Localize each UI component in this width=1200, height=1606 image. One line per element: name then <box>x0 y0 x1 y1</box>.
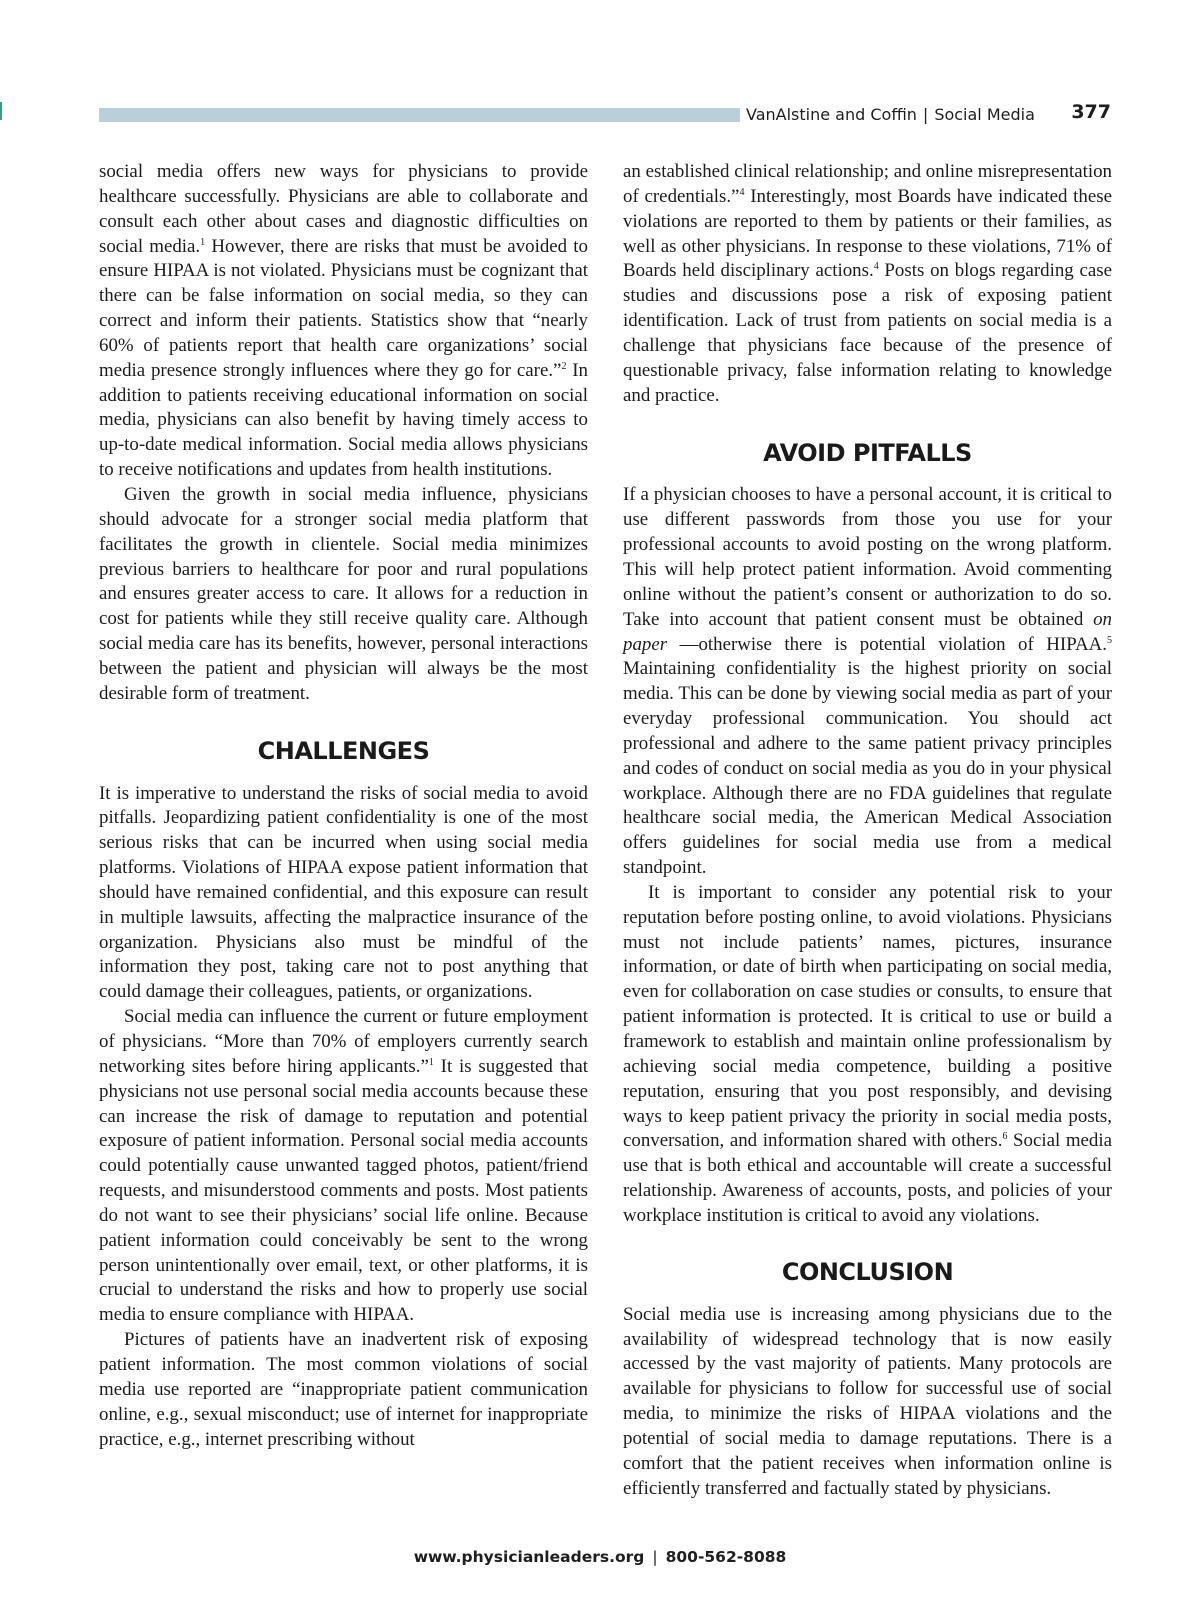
edge-color-mark <box>0 102 2 120</box>
emphasis: on paper <box>623 608 1112 655</box>
section-heading-conclusion: CONCLUSION <box>781 1257 954 1286</box>
paragraph: It is important to consider any potential risk to your reputation before posting online, to avoid violations. Physicians must not include patients’ names, pictures, insurance information, or date of birth when participating on social media, even for collaboration on case studies or consults, to ensure that patient information is protected. It is critical to use or build a framework to establish and maintain online professionalism by achieving social media competence, building a positive reputation, ensuring that you post responsibly, and devising ways to keep patient privacy the priority in social media posts, conversation, and information shared with others.$^6$ Social media use that is both ethical and accountable will create a successful relationship. Awareness of accounts, posts, and policies of your workplace institution is critical to avoid any violations. <box>623 881 1112 1226</box>
section-heading-avoid-pitfalls: AVOID PITFALLS <box>763 439 972 468</box>
running-head-authors: VanAlstine and Coffin <box>746 105 917 124</box>
paragraph: If a physician chooses to have a personal account, it is critical to use different passwords from those you use for your professional accounts to avoid posting on the wrong platform. This will help protect patient information. Avoid commenting online without the patient’s consent or authorization to do so. Take into account that patient consent must be obtained on paper —otherwise there is potential violation of HIPAA.$^5$ Maintaining confidentiality is the highest priority on social media. This can be done by viewing social media as part of your everyday professional communication. You should act professional and adhere to the same patient privacy principles and codes of conduct on social media as you do in your physical workplace. Although there are no FDA guidelines that regulate healthcare social media, the American Medical Association offers guidelines for social media use from a medical standpoint. <box>623 484 1112 879</box>
citation: 1 <box>428 1056 434 1068</box>
paragraph: It is imperative to understand the risks of social media to avoid pitfalls. Jeopardizing patient confidentiality is one of the most serious risks that can be incurred when using social media platforms. Violations of HIPAA expose patient information that should have remained confidential, and this exposure can result in multiple lawsuits, affecting the malpractice insurance of the organization. Physicians also must be mindful of the information they post, taking care not to post anything that could damage their colleagues, patients, or organizations. <box>99 782 588 1003</box>
footer-separator: | <box>652 1548 658 1566</box>
paragraph: Social media can influence the current or future employment of physicians. “More than 70% of employers currently search networking sites before hiring applicants.”$^1$ It is suggested that physicians not use personal social media accounts because these can increase the risk of damage to reputation and potential exposure of patient information. Personal social media accounts could potentially cause unwanted tagged photos, patient/friend requests, and misunderstood comments and posts. Most patients do not want to see their physicians’ social life online. Because patient information could conceivably be sent to the wrong person unintentionally over email, text, or other platforms, it is crucial to understand the risks and how to properly use social media to ensure compliance with HIPAA. <box>99 1006 588 1326</box>
page-footer <box>0 1548 1200 1566</box>
citation: 6 <box>1002 1131 1008 1143</box>
running-head-section: Social Media <box>934 105 1035 124</box>
paragraph: Social media use is increasing among physicians due to the availability of widespread technology that is now easily accessed by the vast majority of patients. Many protocols are available for physicians to follow for successful use of social media, to minimize the risks of HIPAA violations and the potential of social media to damage reputations. There is a comfort that the patient receives when information online is efficiently transferred and factually stated by physicians. <box>623 1303 1112 1499</box>
paragraph: social media offers new ways for physicians to provide healthcare successfully. Physicians are able to collaborate and consult each other about cases and diagnostic difficulties on social media.$^1$ However, there are risks that must be avoided to ensure HIPAA is not violated. Physicians must be cognizant that there can be false information on social media, so they can correct and inform their patients. Statistics show that “nearly 60% of patients report that health care organizations’ social media presence strongly influences where they go for care.”$^2$ In addition to patients receiving educational information on social media, physicians can also benefit by having timely access to up-to-date medical information. Social media allows physicians to receive notifications and updates from health institutions. <box>99 161 588 481</box>
section-heading-challenges: CHALLENGES <box>257 736 430 765</box>
footer-website: www.physicianleaders.org <box>413 1548 645 1566</box>
citation: 4 <box>739 186 745 198</box>
citation: 2 <box>561 360 567 372</box>
paragraph: an established clinical relationship; and online misrepresentation of credentials.”$^4$ Interestingly, most Boards have indicated these violations are reported to them by patients or their families, as well as other physicians. In response to these violations, 71% of Boards held disciplinary actions.$^4$ Posts on blogs regarding case studies and discussions pose a risk of exposing patient identification. Lack of trust from patients on social media is a challenge that physicians face because of the presence of questionable privacy, false information relating to knowledge and practice. <box>623 161 1112 406</box>
citation: 5 <box>1107 634 1112 646</box>
running-head-separator: | <box>922 105 929 124</box>
right-column <box>623 160 1112 1502</box>
running-head <box>746 102 1035 128</box>
paragraph: Given the growth in social media influence, physicians should advocate for a stronger social media platform that facilitates the growth in clientele. Social media minimizes previous barriers to healthcare for poor and rural populations and ensures greater access to care. It allows for a reduction in cost for patients while they still receive quality care. Although social media care has its benefits, however, personal interactions between the patient and physician will always be the most desirable form of treatment. <box>99 483 588 704</box>
page-number: 377 <box>1071 101 1111 123</box>
left-column <box>99 160 588 1452</box>
citation: 1 <box>200 236 206 248</box>
citation: 4 <box>873 261 879 273</box>
footer-phone: 800-562-8088 <box>665 1548 787 1566</box>
header-rule-bar <box>99 108 740 122</box>
paragraph: Pictures of patients have an inadvertent risk of exposing patient information. The most common violations of social media use reported are “inappropriate patient communication online, e.g., sexual misconduct; use of internet for inappropriate practice, e.g., internet prescribing without <box>99 1329 588 1450</box>
